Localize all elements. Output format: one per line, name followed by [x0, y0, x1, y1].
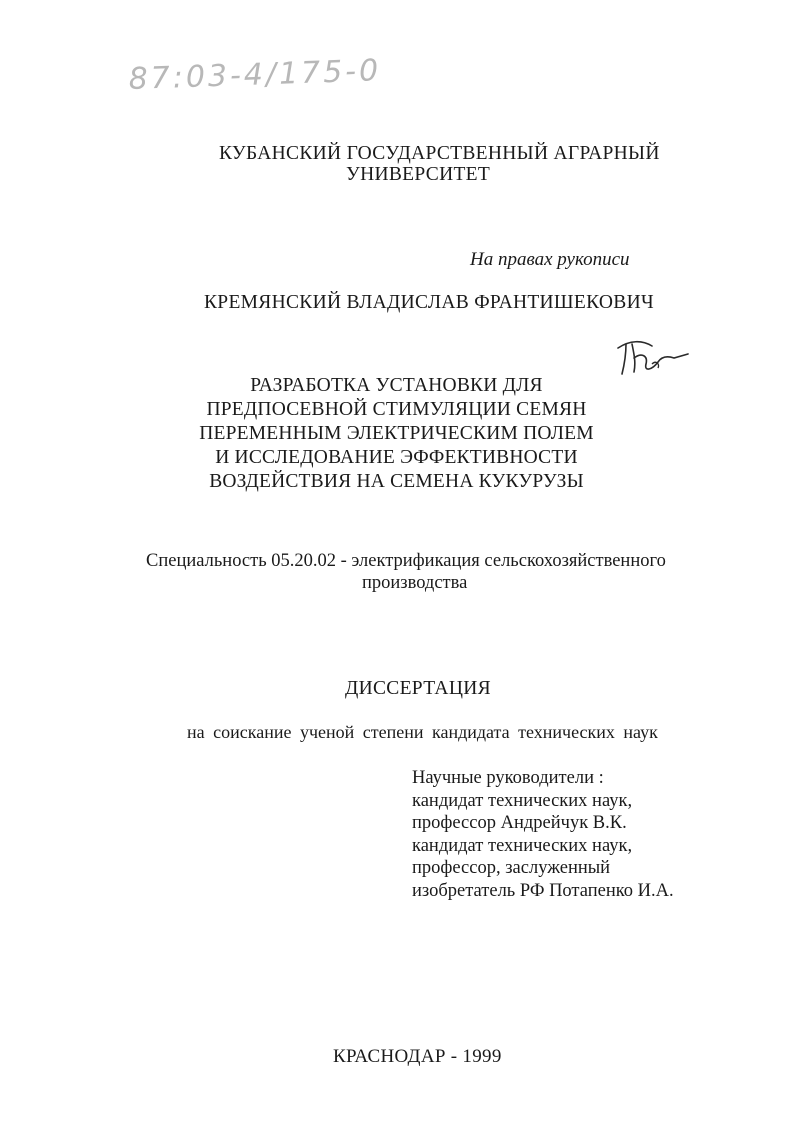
title-line: ПЕРЕМЕННЫМ ЭЛЕКТРИЧЕСКИМ ПОЛЕМ [199, 423, 594, 444]
university-name-line1: КУБАНСКИЙ ГОСУДАРСТВЕННЫЙ АГРАРНЫЙ [219, 143, 660, 164]
document-type: ДИССЕРТАЦИЯ [345, 678, 491, 699]
manuscript-rights-note: На правах рукописи [470, 249, 630, 270]
title-line: ПРЕДПОСЕВНОЙ СТИМУЛЯЦИИ СЕМЯН [206, 399, 587, 420]
supervisor-line: Научные руководители : [412, 768, 604, 788]
supervisor-line: профессор, заслуженный [412, 858, 611, 879]
supervisor-line: кандидат технических наук, [412, 790, 633, 811]
city-year: КРАСНОДАР - 1999 [333, 1046, 502, 1067]
author-name: КРЕМЯНСКИЙ ВЛАДИСЛАВ ФРАНТИШЕКОВИЧ [204, 292, 654, 313]
title-line: И ИССЛЕДОВАНИЕ ЭФФЕКТИВНОСТИ [215, 447, 578, 468]
title-line: РАЗРАБОТКА УСТАНОВКИ ДЛЯ [250, 375, 543, 396]
specialty-line2: производства [362, 573, 468, 593]
degree-line: на соискание ученой степени кандидата технических наук [187, 722, 658, 742]
supervisor-line: профессор Андрейчук В.К. [412, 813, 627, 834]
supervisor-line: кандидат технических наук, [412, 835, 633, 856]
archive-stamp: 87:03-4/175-0 [128, 53, 382, 97]
university-name-line2: УНИВЕРСИТЕТ [346, 164, 491, 185]
specialty-line1: Специальность 05.20.02 - электрификация сельскохозяйственного [146, 551, 666, 571]
supervisor-line: изобретатель РФ Потапенко И.А. [412, 880, 674, 901]
signature-mark [612, 334, 692, 378]
dissertation-title [0, 374, 793, 494]
title-line: ВОЗДЕЙСТВИЯ НА СЕМЕНА КУКУРУЗЫ [209, 471, 584, 492]
supervisors-block [412, 767, 752, 903]
